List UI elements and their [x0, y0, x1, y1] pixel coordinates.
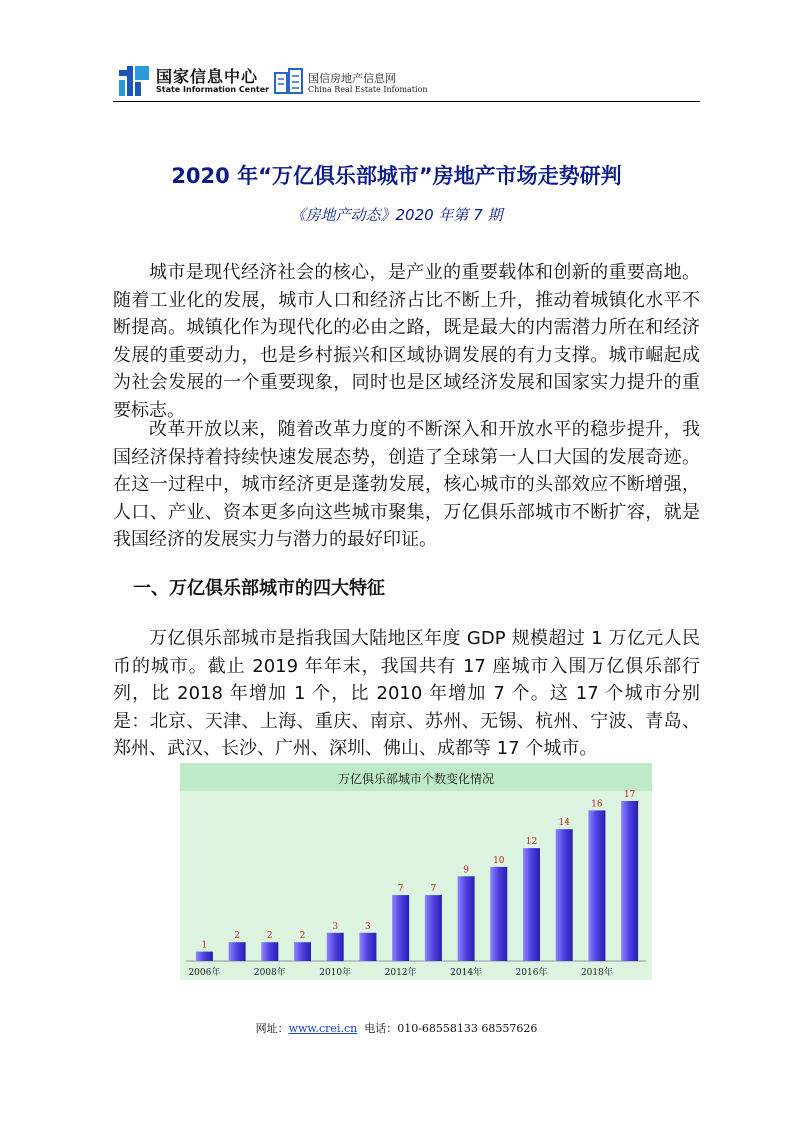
- bar-2013年: [425, 895, 442, 961]
- crei-name-cn: 国信房地产信息网: [308, 72, 396, 85]
- page-footer: [0, 1020, 793, 1036]
- x-tick-label: 2018年: [580, 968, 613, 978]
- state-information-center-logo-icon: [119, 66, 149, 96]
- x-tick-label: 2008年: [253, 968, 286, 978]
- bar-value-label: 14: [558, 818, 570, 829]
- x-tick-label: 2014年: [450, 968, 483, 978]
- x-tick-label: 2012年: [384, 968, 417, 978]
- bar-value-label: 9: [463, 865, 469, 876]
- page-title: 2020 年“万亿俱乐部城市”房地产市场走势研判: [171, 164, 622, 188]
- footer-phone-label: 电话：: [364, 1022, 398, 1035]
- bar-2017年: [556, 829, 573, 961]
- bar-2014年: [458, 876, 475, 961]
- intro-paragraph-1: 城市是现代经济社会的核心，是产业的重要载体和创新的重要高地。随着工业化的发展，城市人口和经济占比不断上升，推动着城镇化水平不断提高。城镇化作为现代化的必由之路，既是最大的内需潜力所在和经济发展的重要动力，也是乡村振兴和区域协调发展的有力支撑。城市崛起成为社会发展的一个重要现象，同时也是区域经济发展和国家实力提升的重要标志。: [113, 262, 700, 421]
- crei-logo-icon: [274, 67, 304, 95]
- bar-value-label: 7: [397, 884, 404, 895]
- bar-value-label: 2: [266, 931, 273, 942]
- chart-title: 万亿俱乐部城市个数变化情况: [337, 772, 495, 786]
- bar-2019年: [621, 801, 638, 961]
- bar-value-label: 7: [430, 884, 437, 895]
- bar-2016年: [523, 848, 540, 961]
- bar-2009年: [294, 942, 311, 961]
- sic-name-cn: 国家信息中心: [156, 67, 259, 86]
- bar-value-label: 2: [299, 931, 306, 942]
- bar-2006年: [196, 952, 213, 961]
- bar-2012年: [392, 895, 409, 961]
- footer-site-label: 网址：: [255, 1022, 289, 1035]
- header-divider: [113, 101, 700, 102]
- bar-value-label: 1: [201, 940, 208, 951]
- section-paragraph: 万亿俱乐部城市是指我国大陆地区年度 GDP 规模超过 1 万亿元人民币的城市。截止 2019 年年末，我国共有 17 座城市入围万亿俱乐部行列，比 2018 年增加 1 个，比 2010 年增加 7 个。这 17 个城市分别是：北京、天津、上海、重庆、南京、苏州、无锡、杭州、宁波、青岛、郑州、武汉、长沙、广州、深圳、佛山、成都等 17 个城市。: [113, 628, 700, 760]
- bar-value-label: 12: [525, 837, 538, 848]
- footer-phone: 010-68558133 68557626: [397, 1022, 538, 1035]
- bar-2011年: [359, 933, 376, 961]
- bar-2010年: [327, 933, 344, 961]
- bar-value-label: 17: [623, 790, 636, 800]
- crei-name-en: China Real Estate Infomation: [308, 85, 428, 94]
- x-tick-label: 2010年: [319, 968, 352, 978]
- bar-value-label: 16: [591, 799, 603, 810]
- bar-2008年: [261, 942, 278, 961]
- page-subtitle: 《房地产动态》2020 年第 7 期: [290, 206, 503, 224]
- bar-value-label: 3: [332, 921, 339, 932]
- chart-background: [180, 763, 652, 980]
- intro-paragraph-2: 改革开放以来，随着改革力度的不断深入和开放水平的稳步提升，我国经济保持着持续快速发展态势，创造了全球第一人口大国的发展奇迹。在这一过程中，城市经济更是蓬勃发展，核心城市的头部效应不断增强，人口、产业、资本更多向这些城市聚集，万亿俱乐部城市不断扩容，就是我国经济的发展实力与潜力的最好印证。: [113, 419, 700, 551]
- bar-value-label: 2: [234, 931, 240, 942]
- page-header: [0, 0, 793, 104]
- x-tick-label: 2006年: [188, 968, 221, 978]
- footer-url-link[interactable]: www.crei.cn: [288, 1022, 358, 1035]
- bar-value-label: 3: [365, 921, 371, 932]
- trillion-club-cities-bar-chart: [180, 763, 652, 980]
- bar-2018年: [588, 810, 605, 961]
- bar-value-label: 10: [493, 855, 505, 866]
- section-heading: 一、万亿俱乐部城市的四大特征: [133, 578, 385, 599]
- bar-2015年: [490, 867, 507, 961]
- x-tick-label: 2016年: [515, 968, 548, 978]
- bar-2007年: [229, 942, 246, 961]
- sic-name-en: State Information Center: [156, 85, 270, 94]
